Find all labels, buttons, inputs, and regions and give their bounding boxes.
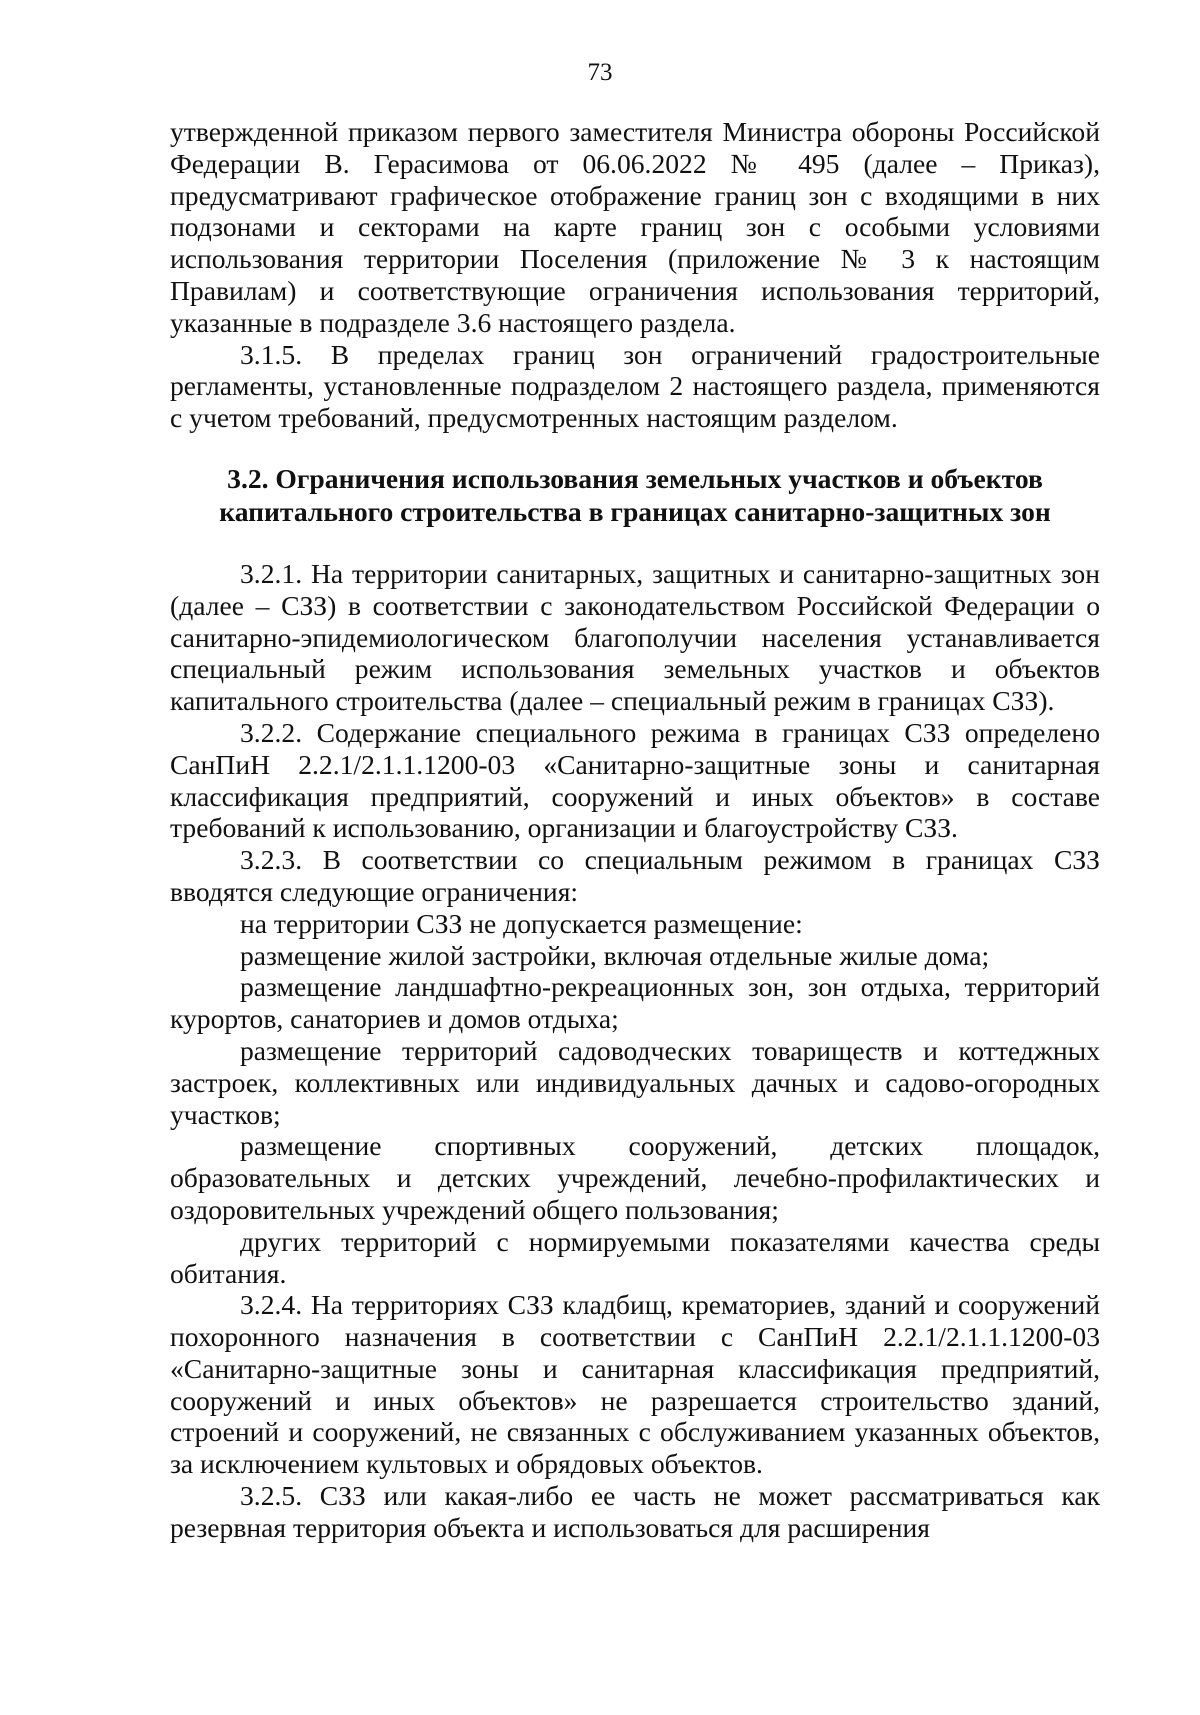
- paragraph-3-2-2: 3.2.2. Содержание специального режима в границах СЗЗ определено СанПиН 2.2.1/2.1.1.1200-03 «Санитарно-защитные зоны и санитарная классификация предприятий, сооружений и иных объектов» в составе требований к использованию, организации и благоустройству СЗЗ.: [170, 716, 1100, 844]
- restriction-item: размещение ландшафтно-рекреационных зон, зон отдыха, территорий курортов, санаториев и домов отдыха;: [170, 971, 1100, 1035]
- paragraph-3-2-5: 3.2.5. СЗЗ или какая-либо ее часть не может рассматриваться как резервная территория объекта и использоваться для расширения: [170, 1480, 1100, 1543]
- paragraph-continuation: утвержденной приказом первого заместителя Министра обороны Российской Федерации В. Герасимова от 06.06.2022 № 495 (далее – Приказ), предусматривают графическое отображение границ зон с входящими в них подзонами и секторами на карте границ зон с особыми условиями использования территории Поселения (приложение № 3 к настоящим Правилам) и соответствующие ограничения использования территорий, указанные в подразделе 3.6 настоящего раздела.: [170, 116, 1100, 338]
- paragraph-3-2-4: 3.2.4. На территориях СЗЗ кладбищ, крематориев, зданий и сооружений похоронного назначения в соответствии с СанПиН 2.2.1/2.1.1.1200-03 «Санитарно-защитные зоны и санитарная классификация предприятий, сооружений и иных объектов» не разрешается строительство зданий, строений и сооружений, не связанных с обслуживанием указанных объектов, за исключением культовых и обрядовых объектов.: [170, 1289, 1100, 1480]
- section-heading-3-2: 3.2. Ограничения использования земельных участков и объектов капитального строительства в границах санитарно-защитных зон: [219, 462, 1051, 527]
- restriction-item: других территорий с нормируемыми показателями качества среды обитания.: [170, 1225, 1100, 1289]
- restriction-item: размещение территорий садоводческих товариществ и коттеджных застроек, коллективных или индивидуальных дачных и садово-огородных участков;: [170, 1034, 1100, 1130]
- restriction-item: размещение спортивных сооружений, детских площадок, образовательных и детских учреждений, лечебно-профилактических и оздоровительных учреждений общего пользования;: [170, 1130, 1100, 1225]
- restriction-item: размещение жилой застройки, включая отдельные жилые дома;: [240, 939, 990, 971]
- paragraph-3-1-5: 3.1.5. В пределах границ зон ограничений градостроительные регламенты, установленные подразделом 2 настоящего раздела, применяются с учетом требований, предусмотренных настоящим разделом.: [170, 338, 1100, 434]
- paragraph-3-2-3: 3.2.3. В соответствии со специальным режимом в границах СЗЗ вводятся следующие ограничения:: [170, 844, 1100, 907]
- paragraph-3-2-1: 3.2.1. На территории санитарных, защитных и санитарно-защитных зон (далее – СЗЗ) в соответствии с законодательством Российской Федерации о санитарно-эпидемиологическом благополучии населения устанавливается специальный режим использования земельных участков и объектов капитального строительства (далее – специальный режим в границах СЗЗ).: [170, 557, 1100, 717]
- restriction-intro: на территории СЗЗ не допускается размещение:: [240, 907, 803, 939]
- page-number: 73: [587, 59, 613, 86]
- page-body: [170, 116, 1100, 1544]
